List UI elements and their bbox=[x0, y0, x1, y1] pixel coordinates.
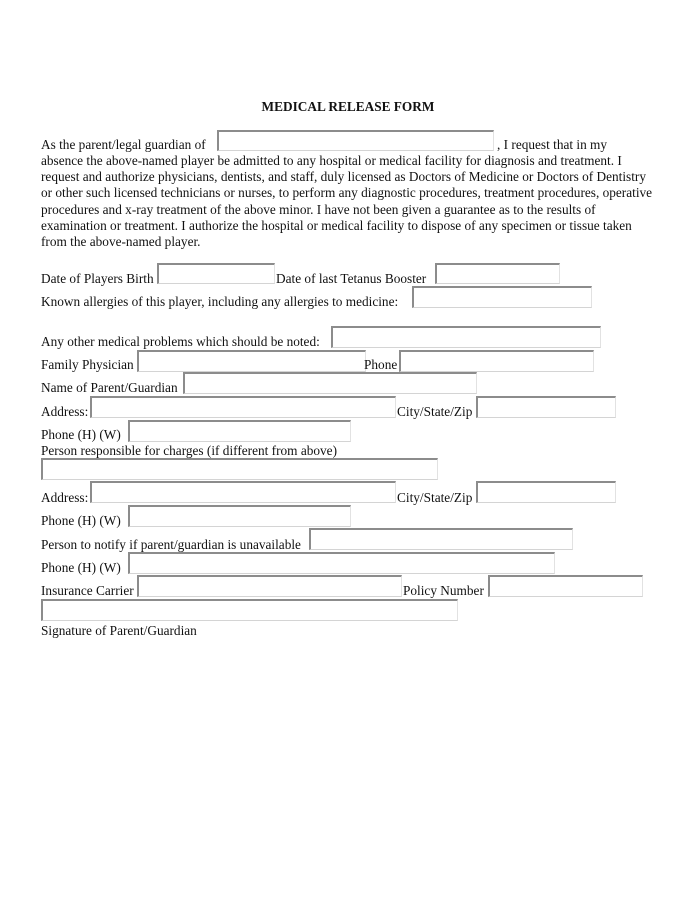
address2-field[interactable] bbox=[90, 481, 396, 503]
phone-hw2-field[interactable] bbox=[128, 505, 351, 527]
other-medical-label: Any other medical problems which should be noted: bbox=[41, 334, 320, 349]
address-field[interactable] bbox=[90, 396, 396, 418]
city-state-zip2-label: City/State/Zip bbox=[397, 490, 473, 505]
city-state-zip2-field[interactable] bbox=[476, 481, 616, 503]
phone-hw-label: Phone (H) (W) bbox=[41, 427, 121, 442]
phone-hw3-field[interactable] bbox=[128, 552, 555, 574]
responsible-field[interactable] bbox=[41, 458, 438, 480]
address-label: Address: bbox=[41, 404, 89, 419]
intro-suffix-label: , I request that in my bbox=[497, 137, 608, 152]
policy-label: Policy Number bbox=[403, 583, 484, 598]
address2-label: Address: bbox=[41, 490, 89, 505]
city-state-zip-label: City/State/Zip bbox=[397, 404, 473, 419]
dob-label: Date of Players Birth bbox=[41, 271, 154, 286]
parent-name-label: Name of Parent/Guardian bbox=[41, 380, 178, 395]
tetanus-label: Date of last Tetanus Booster bbox=[276, 271, 427, 286]
insurance-field[interactable] bbox=[137, 575, 402, 597]
insurance-label: Insurance Carrier bbox=[41, 583, 134, 598]
physician-phone-label: Phone bbox=[364, 357, 398, 372]
intro-prefix-label: As the parent/legal guardian of bbox=[41, 137, 206, 152]
city-state-zip-field[interactable] bbox=[476, 396, 616, 418]
phone-hw-field[interactable] bbox=[128, 420, 351, 442]
parent-name-field[interactable] bbox=[183, 372, 477, 394]
physician-label: Family Physician bbox=[41, 357, 134, 372]
allergies-label: Known allergies of this player, including any allergies to medicine: bbox=[41, 294, 399, 309]
physician-phone-field[interactable] bbox=[399, 350, 594, 372]
notify-label: Person to notify if parent/guardian is unavailable bbox=[41, 537, 301, 552]
other-medical-field[interactable] bbox=[331, 326, 601, 348]
notify-field[interactable] bbox=[309, 528, 573, 550]
consent-paragraph: absence the above-named player be admitted to any hospital or medical facility for diagnosis and treatment. I request and authorize physicians, dentists, and staff, duly licensed as Doctors of Medicine or Doctors of Dentistry or other such licensed technicians or nurses, to perform any diagnostic procedures, treatment procedures, operative procedures and x-ray treatment of the above minor. I have not been given a guarantee as to the results of examination or treatment. I authorize the hospital or medical facility to dispose of any specimen or tissue taken from the above-named player. bbox=[41, 153, 653, 250]
physician-field[interactable] bbox=[137, 350, 366, 372]
phone-hw2-label: Phone (H) (W) bbox=[41, 513, 121, 528]
allergies-field[interactable] bbox=[412, 286, 592, 308]
form-title: MEDICAL RELEASE FORM bbox=[261, 99, 435, 114]
policy-field[interactable] bbox=[488, 575, 643, 597]
player-name-field[interactable] bbox=[217, 130, 494, 151]
signature-label: Signature of Parent/Guardian bbox=[41, 623, 197, 638]
signature-field[interactable] bbox=[41, 599, 458, 621]
dob-field[interactable] bbox=[157, 263, 275, 284]
phone-hw3-label: Phone (H) (W) bbox=[41, 560, 121, 575]
responsible-label: Person responsible for charges (if different from above) bbox=[41, 443, 338, 458]
tetanus-field[interactable] bbox=[435, 263, 560, 284]
